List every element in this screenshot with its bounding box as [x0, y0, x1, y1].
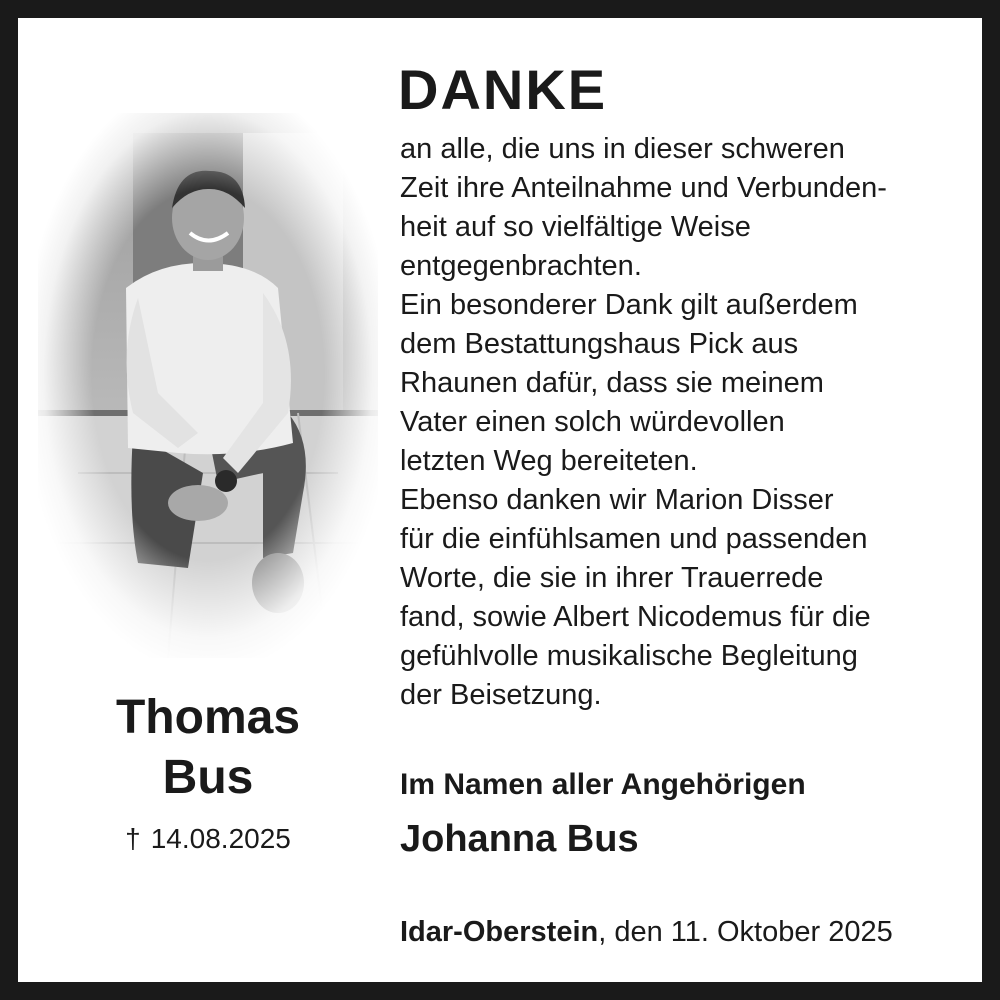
cross-symbol: † [125, 823, 141, 854]
deceased-last-name: Bus [162, 751, 254, 804]
signoff: Im Namen aller Angehörigen [400, 768, 806, 801]
death-date: 14.08.2025 [150, 823, 291, 854]
signer-name: Johanna Bus [400, 818, 639, 860]
portrait-photo [38, 113, 378, 658]
body-line: gefühlvolle musikalische Begleitung [400, 640, 858, 672]
notice-body [400, 130, 970, 715]
body-line: entgegenbrachten. [400, 250, 642, 282]
body-line: Vater einen solch würdevollen [400, 406, 785, 438]
death-date-line [38, 823, 378, 855]
body-line: Rhaunen dafür, dass sie meinem [400, 367, 824, 399]
body-line: fand, sowie Albert Nicodemus für die [400, 601, 871, 633]
body-line: an alle, die uns in dieser schweren [400, 133, 845, 165]
body-line: Ein besonderer Dank gilt außerdem [400, 289, 858, 321]
body-line: Worte, die sie in ihrer Trauerrede [400, 562, 824, 594]
body-line: für die einfühlsamen und passenden [400, 523, 868, 555]
deceased-first-name: Thomas [115, 691, 301, 744]
body-line: Zeit ihre Anteilnahme und Verbunden- [400, 172, 887, 204]
place-date-line [400, 913, 893, 951]
body-line: dem Bestattungshaus Pick aus [400, 328, 799, 360]
body-line: letzten Weg bereiteten. [400, 445, 698, 477]
notice-title: DANKE [398, 58, 608, 121]
place: Idar-Oberstein [400, 916, 599, 948]
obituary-card [18, 18, 982, 982]
date: , den 11. Oktober 2025 [598, 916, 893, 948]
body-line: Ebenso danken wir Marion Disser [400, 484, 834, 516]
body-line: der Beisetzung. [400, 679, 602, 711]
body-line: heit auf so vielfältige Weise [400, 211, 751, 243]
